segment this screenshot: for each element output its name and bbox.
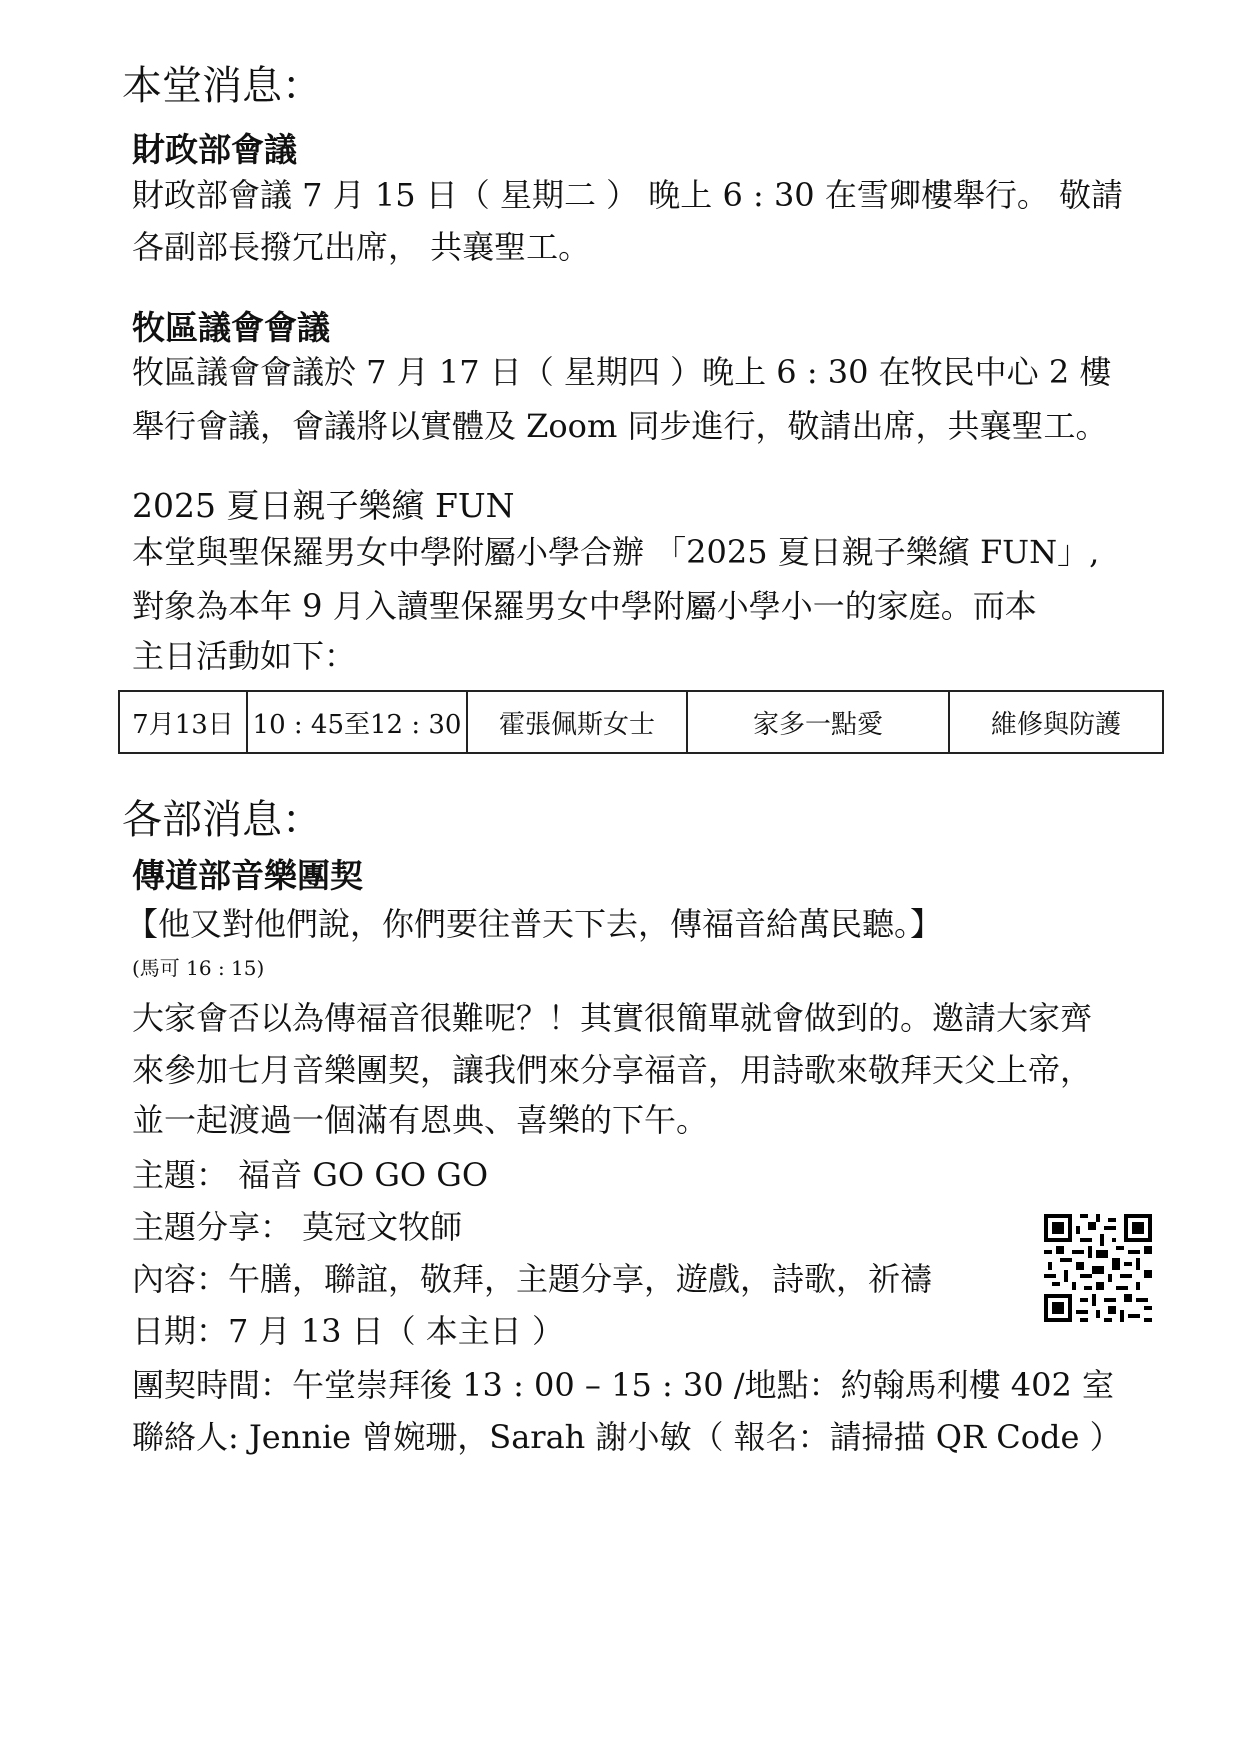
schedule-date-cell: 7月13日 [119,691,247,753]
schedule-time-cell: 10 : 45至12 : 30 [247,691,467,753]
music-content: 內容：午膳，聯誼，敬拜，主題分享，遊戲，詩歌，祈禱 [132,1260,933,1298]
music-fellowship-title: 傳道部音樂團契 [132,856,363,895]
music-intro-line-2: 來參加七月音樂團契，讓我們來分享福音，用詩歌來敬拜天父上帝， [132,1051,1093,1089]
music-time-place: 團契時間：午堂崇拜後 13 : 00 – 15 : 30 /地點：約翰馬利樓 402 室 [132,1366,1115,1404]
music-verse: 【他又對他們說，你們要往普天下去，傳福音給萬民聽。】 [126,905,943,943]
summer-fun-line-1: 本堂與聖保羅男女中學附屬小學合辦 「2025 夏日親子樂繽 FUN」, [132,533,1100,571]
summer-fun-line-2: 對象為本年 9 月入讀聖保羅男女中學附屬小學小一的家庭。而本 [132,587,1037,625]
schedule-subtopic-cell: 維修與防護 [949,691,1163,753]
music-verse-ref: (馬可 16 : 15) [132,956,265,980]
summer-fun-line-3: 主日活動如下： [132,637,357,675]
music-date: 日期：7 月 13 日（ 本主日 ） [132,1312,564,1350]
music-contact: 聯絡人: Jennie 曾婉珊，Sarah 謝小敏（ 報名：請掃描 QR Code ） [132,1418,1122,1456]
department-news-heading: 各部消息： [122,797,322,843]
qr-code-icon[interactable] [1044,1214,1152,1322]
schedule-topic-cell: 家多一點愛 [687,691,949,753]
schedule-speaker-cell: 霍張佩斯女士 [467,691,687,753]
council-meeting-line-2: 舉行會議，會議將以實體及 Zoom 同步進行，敬請出席，共襄聖工。 [132,407,1108,445]
music-intro-line-1: 大家會否以為傳福音很難呢？！其實很簡單就會做到的。邀請大家齊 [132,999,1093,1037]
activity-schedule-table [118,690,1164,754]
music-intro-line-3: 並一起渡過一個滿有恩典、喜樂的下午。 [132,1101,709,1139]
council-meeting-title: 牧區議會會議 [132,308,330,347]
finance-meeting-title: 財政部會議 [132,130,297,169]
finance-meeting-line-1: 財政部會議 7 月 15 日（ 星期二 ） 晚上 6 : 30 在雪卿樓舉行。 敬請 [132,176,1124,214]
council-meeting-line-1: 牧區議會會議於 7 月 17 日（ 星期四 ）晚上 6 : 30 在牧民中心 2 樓 [132,353,1112,391]
finance-meeting-line-2: 各副部長撥冗出席， 共襄聖工。 [132,228,591,266]
music-speaker: 主題分享： 莫冠文牧師 [132,1208,463,1246]
church-news-heading: 本堂消息： [122,63,322,109]
summer-fun-title: 2025 夏日親子樂繽 FUN [132,486,515,525]
music-theme: 主題： 福音 GO GO GO [132,1156,489,1194]
table-row [119,691,1163,753]
